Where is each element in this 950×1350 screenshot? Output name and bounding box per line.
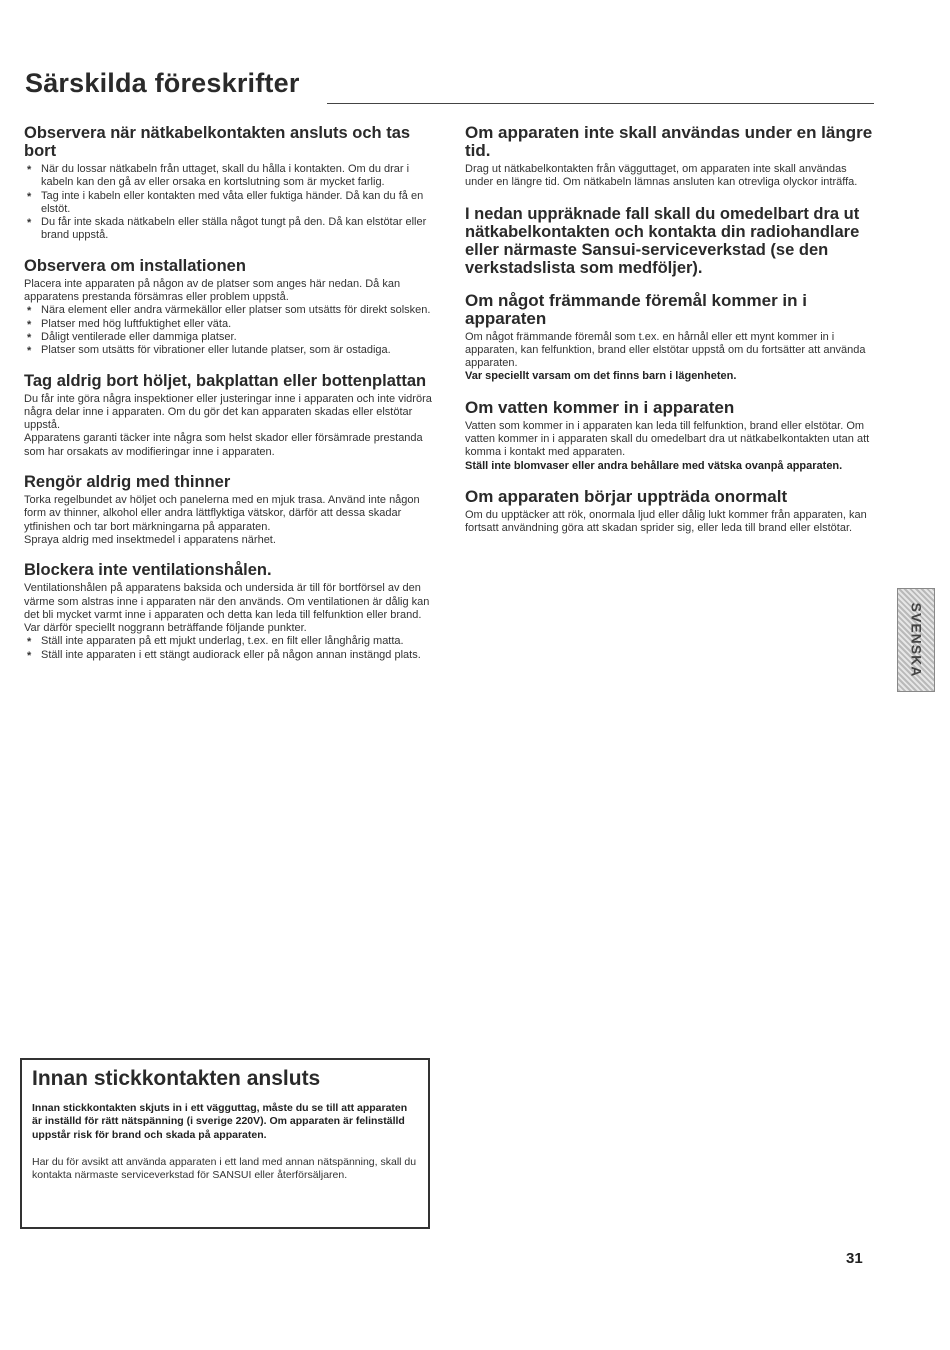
section-heading: Observera när nätkabelkontakten ansluts och tas bort [24,124,411,160]
section-heading: I nedan uppräknade fall skall du omedelbart dra ut nätkabelkontakten och kontakta din radiohandlare eller närmaste Sansui-serviceverkstad (se den verkstadslista som medföljer). [465,204,860,277]
section-water [465,399,875,473]
section-text: Placera inte apparaten på någon av de platser som anges här nedan. Då kan apparatens prestanda försämras eller problem uppstå. [24,277,401,304]
section-thinner [24,473,434,547]
section-foreign-object [465,292,875,384]
section-ventilation [24,561,434,662]
section-heading: Om något främmande föremål kommer in i apparaten [465,290,807,328]
section-text: Spraya aldrig med insektmedel i apparatens närhet. [24,533,276,546]
section-heading: Om apparaten inte skall användas under en längre tid. [465,123,873,160]
section-heading: Rengör aldrig med thinner [24,473,231,492]
section-cover [24,372,434,459]
list-item: * Platser med hög luftfuktighet eller väta. [24,318,434,331]
list-item: * Dåligt ventilerade eller dammiga platser. [24,331,434,344]
section-emergency [465,205,875,277]
notice-heading: Innan stickkontakten ansluts [32,1067,321,1090]
bullet-list [24,163,434,243]
section-installation [24,257,434,358]
section-cable-plug [24,124,434,243]
list-item: * Nära element eller andra värmekällor eller platser som utsätts för direkt solsken. [24,304,434,317]
section-long-storage [465,124,875,190]
title-rule [327,103,874,104]
section-text: Vatten som kommer in i apparaten kan leda till felfunktion, brand eller elstötar. Om vatten kommer in i apparaten skall du omedelbart dra ut nätkabelkontakten utan att komma i kontakt med apparaten. [465,419,870,459]
bullet-list [24,635,434,662]
right-column [465,124,875,536]
section-abnormal [465,488,875,536]
section-text: Om du upptäcker att rök, onormala ljud eller dålig lukt kommer från apparaten, kan fortsatt användning göra att skadan sprider sig, eller leda till brand eller elstötar. [465,508,867,535]
left-column [24,124,434,662]
section-heading: Observera om installationen [24,256,246,275]
page-number: 31 [846,1250,863,1267]
section-text: Apparatens garanti täcker inte några som helst skador eller försämrade prestanda som har orsakats av modifieringar inne i apparaten. [24,432,423,458]
notice-box [20,1058,430,1229]
section-warning: Var speciellt varsam om det finns barn i lägenheten. [465,370,737,383]
section-text: Du får inte göra några inspektioner eller justeringar inne i apparaten och inte vidröra några delar inne i apparaten. Om du gör det kan apparaten skadas eller elstötar uppstå. [24,392,432,432]
list-item: * Ställ inte apparaten på ett mjukt underlag, t.ex. en filt eller långhårig matta. [24,635,434,648]
page-title: Särskilda föreskrifter [25,68,300,98]
section-text: Om något främmande föremål som t.ex. en hårnål eller ett mynt kommer in i apparaten, kan felfunktion, brand eller elstötar uppstå om du fortsätter att använda apparaten. [465,330,866,370]
notice-text: Har du för avsikt att använda apparaten i ett land med annan nätspänning, skall du kontakta närmaste serviceverkstad för SANSUI eller återförsäljaren. [32,1155,417,1182]
list-item: * Ställ inte apparaten i ett stängt audiorack eller på någon annan instängd plats. [24,649,434,662]
list-item: * När du lossar nätkabeln från uttaget, skall du hålla i kontakten. Om du drar i kabeln kan den gå av eller orsaka en kortslutning som är mycket farlig. [24,163,434,190]
language-tab-label: SVENSKA [908,602,924,678]
notice-warning: Innan stickkontakten skjuts in i ett vägguttag, måste du se till att apparaten är inställd för rätt nätspänning (i sverige 220V). Om apparaten är felinställd uppstår risk för brand och skada på apparaten. [32,1102,408,1141]
section-text: Torka regelbundet av höljet och panelerna med en mjuk trasa. Använd inte någon form av thinner, alkohol eller andra lättflyktiga vätskor, därför att dessa skadar ytfinishen och tar bort märkningarna på apparaten. [24,494,420,533]
language-tab [897,588,935,692]
section-text: Drag ut nätkabelkontakten från vägguttaget, om apparaten inte skall användas under en längre tid. Om nätkabeln lämnas ansluten kan otrevliga olyckor inträffa. [465,163,858,189]
section-heading: Tag aldrig bort höljet, bakplattan eller bottenplattan [24,371,427,390]
list-item: * Platser som utsätts för vibrationer eller lutande platser, som är ostadiga. [24,344,434,357]
section-warning: Ställ inte blomvaser eller andra behållare med vätska ovanpå apparaten. [465,459,843,472]
section-heading: Om vatten kommer in i apparaten [465,397,735,417]
section-heading: Blockera inte ventilationshålen. [24,561,272,580]
section-heading: Om apparaten börjar uppträda onormalt [465,486,788,506]
section-text: Ventilationshålen på apparatens baksida och undersida är till för bortförsel av den värme som alstras inne i apparaten när den används. Om ventilationen är dålig kan det bli mycket varmt inne i apparaten och detta kan leda till felfunktion eller brand. Var därför speciellt noggrann beträffande följande punkter. [24,582,430,635]
list-item: * Du får inte skada nätkabeln eller ställa något tungt på den. Då kan elstötar eller brand uppstå. [24,216,434,243]
bullet-list [24,304,434,357]
list-item: * Tag inte i kabeln eller kontakten med våta eller fuktiga händer. Då kan du få en elstöt. [24,190,434,217]
